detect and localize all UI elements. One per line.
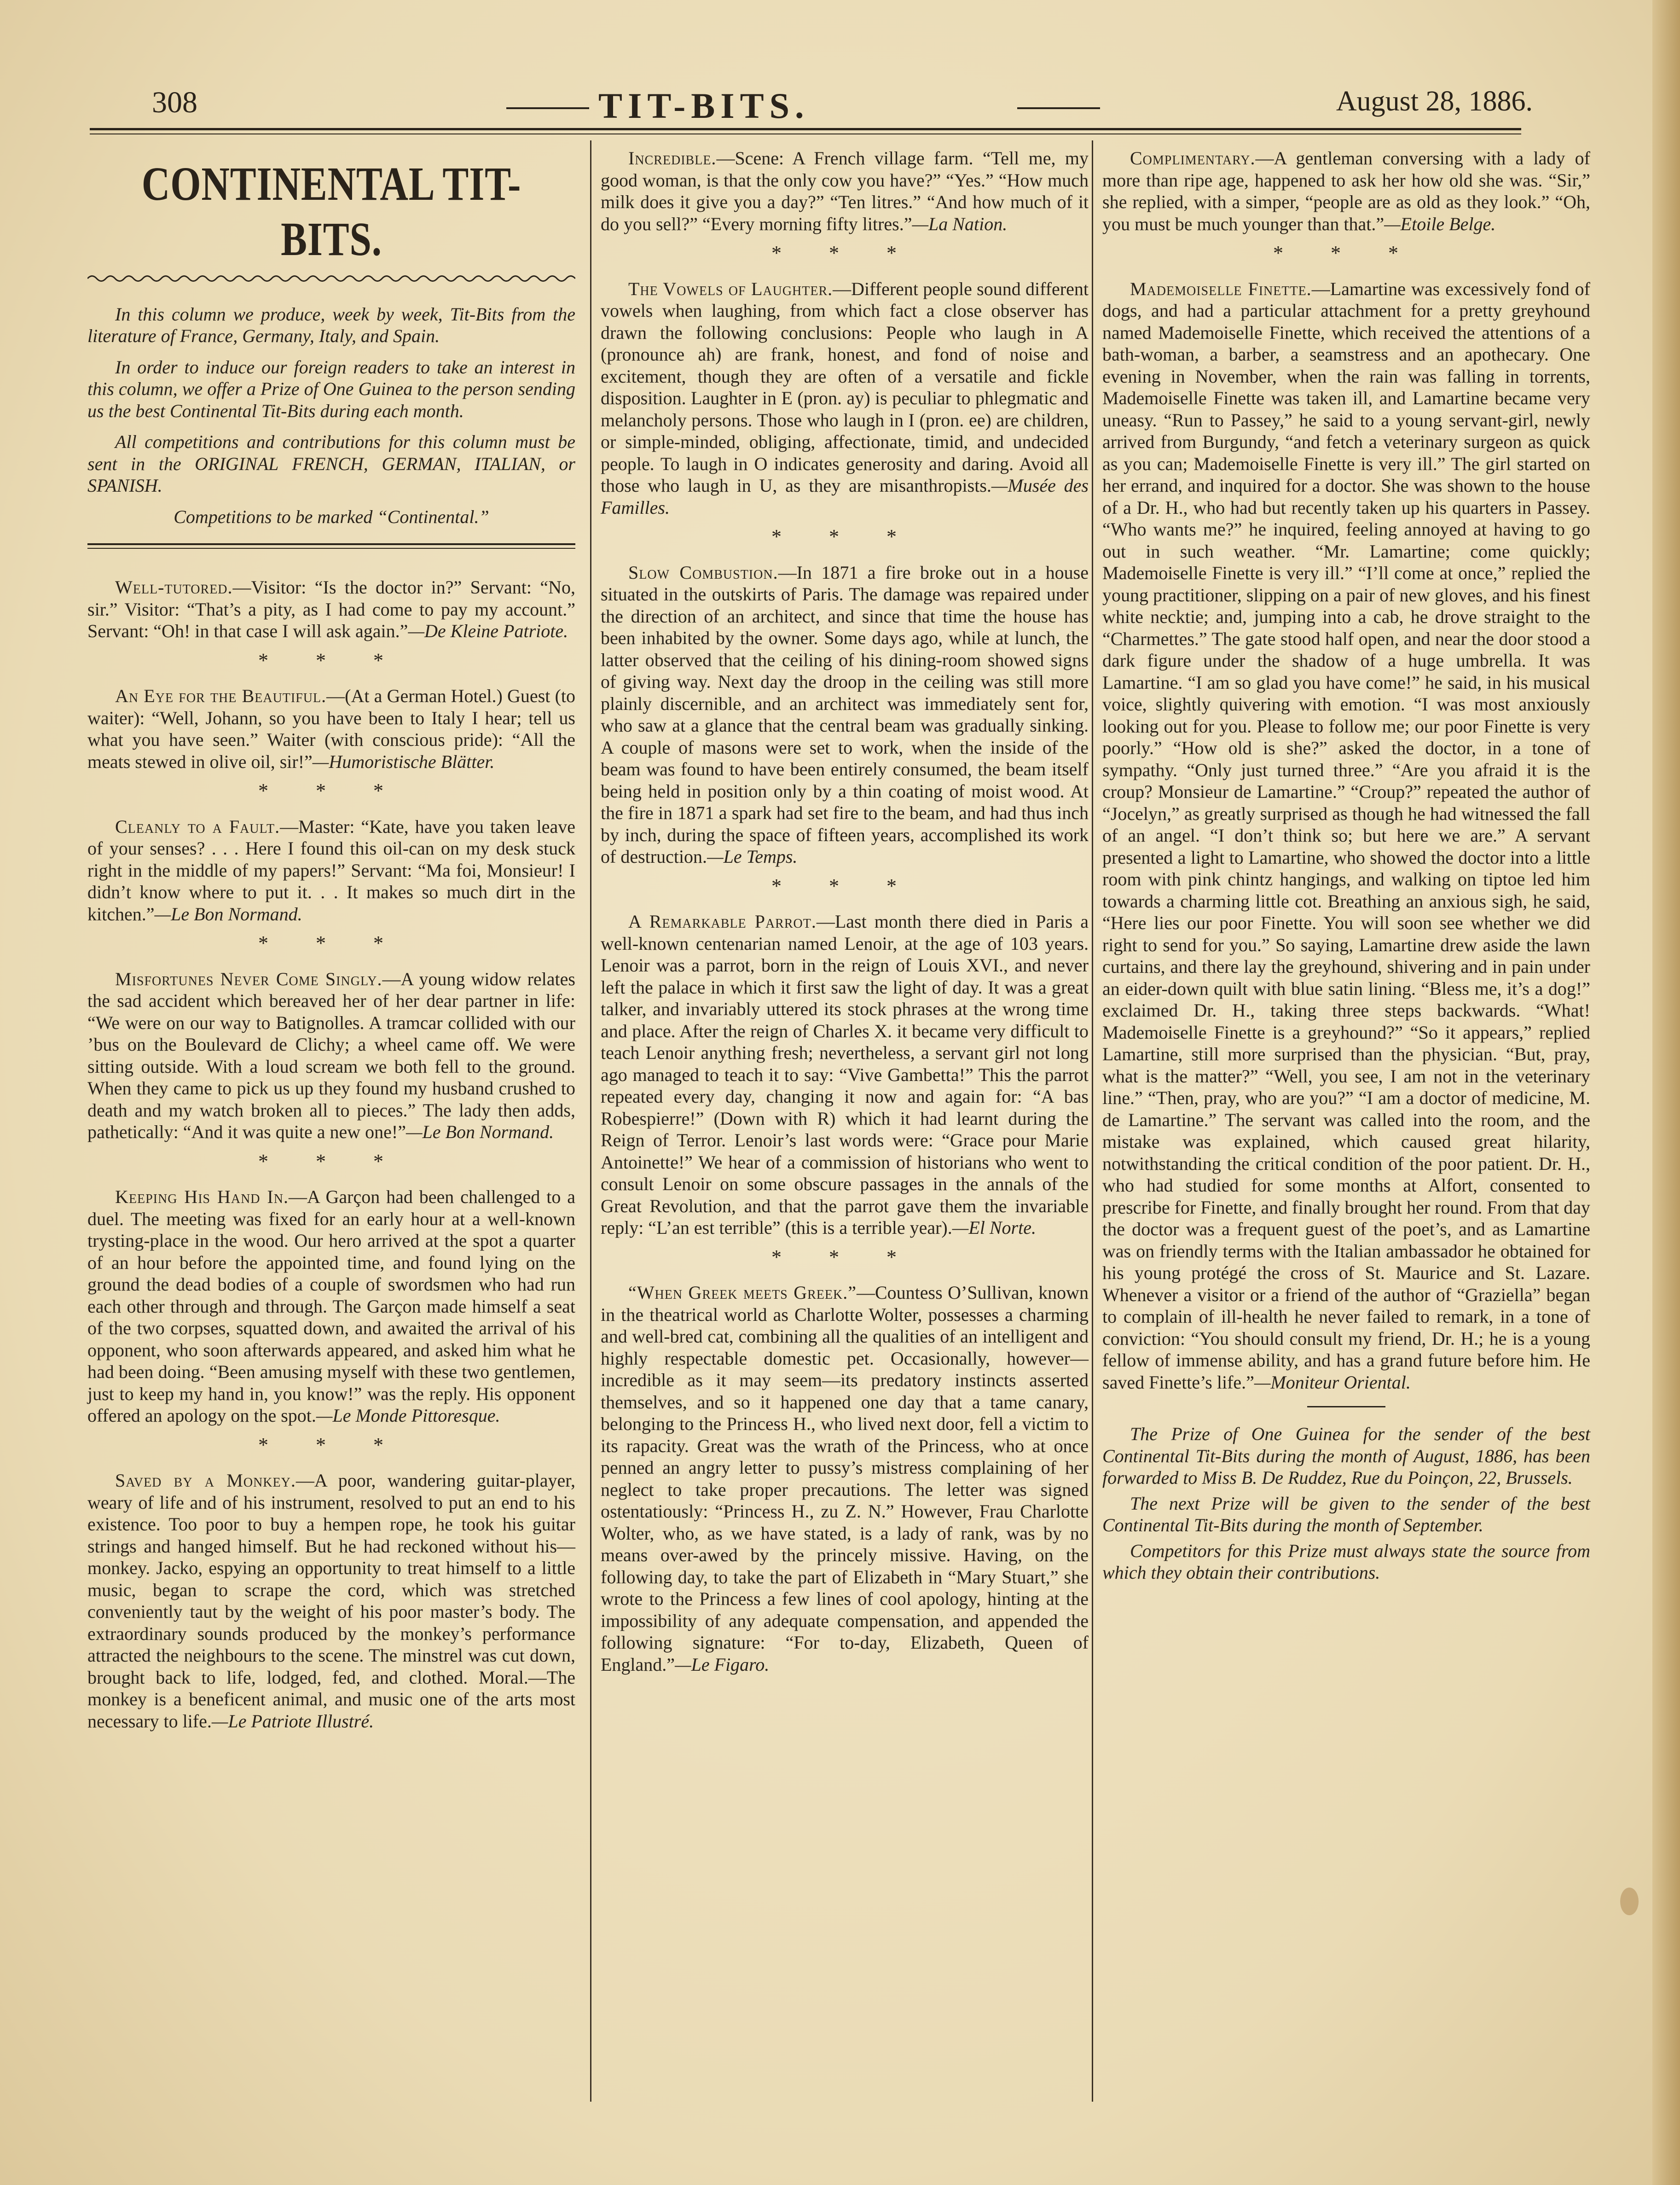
article-headline: A Remarkable Parrot.: [628, 911, 817, 932]
intro-paragraph: In this column we produce, week by week, Tit-Bits from the literature of France, Germany, Italy, and Spain.: [87, 303, 575, 346]
article-body: —A poor, wandering guitar-player, weary of life and of his instrument, resolved to put an end to his existence. Too poor to buy a hempen rope, he took his guitar strings and hanged himself. But he had reckoned without his—monkey. Jacko, espying an opportunity to treat himself to a little music, began to scrape the cord, which was stretched conveniently taut by the weight of his poor master’s body. The extraordinary sounds produced by the monkey’s performance attracted the neighbours to the scene. The minstrel was cut down, brought back to life, lodged, fed, and clothed. Moral.—The monkey is a beneficent animal, and music one of the arts most necessary to life.: [87, 1470, 575, 1732]
article: [87, 685, 575, 773]
notice-paragraph: The Prize of One Guinea for the sender of the best Continental Tit-Bits during the month of August, 1886, has been forwarded to Miss B. De Ruddez, Rue du Poinçon, 22, Brussels.: [1102, 1424, 1590, 1488]
section-title: CONTINENTAL TIT-BITS.: [141, 157, 521, 266]
article-body: —Master: “Kate, have you taken leave of your senses? . . . Here I found this oil-can on my desk stuck right in the middle of my papers!” Servant: “Ma foi, Monsieur! I didn’t know where to put it. . . It makes so much dirt in the kitchen.”: [87, 816, 576, 924]
article-headline: Cleanly to a Fault.: [115, 816, 280, 837]
article-headline: Slow Combustion.: [628, 562, 778, 583]
article-separator: * * *: [258, 779, 405, 802]
notice-paragraph: Competitors for this Prize must always state the source from which they obtain their contributions.: [1102, 1540, 1590, 1583]
column-3: [1102, 147, 1590, 1587]
article-separator: * * *: [771, 1245, 918, 1268]
article: [87, 968, 575, 1143]
article: [1102, 147, 1590, 235]
article-source: —Humoristische Blätter.: [312, 751, 495, 772]
article: [601, 911, 1089, 1239]
article-body: —Scene: A French village farm. “Tell me, my good woman, is that the only cow you have?” “Yes.” “How much milk does it give you a day?” “Ten litres.” “And how much of it do you sell?” “Every morning fifty litres.”: [601, 148, 1089, 234]
wavy-rule: [87, 273, 575, 284]
notice-paragraph: The next Prize will be given to the sender of the best Continental Tit-Bits during the month of September.: [1102, 1493, 1590, 1535]
article-separator: * * *: [771, 874, 918, 897]
article: [601, 278, 1089, 519]
article-headline: Keeping His Hand In.: [115, 1186, 289, 1207]
article-headline: “When Greek meets Greek.”: [628, 1282, 857, 1303]
article-source: —De Kleine Patriote.: [408, 621, 568, 641]
article-source: —Le Bon Normand.: [406, 1122, 554, 1142]
article-source: —Le Bon Normand.: [154, 903, 302, 924]
prize-notice: [1102, 1423, 1590, 1584]
competition-note: Competitions to be marked “Continental.”: [174, 506, 489, 527]
paper-stain: [1620, 1888, 1639, 1915]
article-source: —Musée des Familles.: [601, 475, 1089, 518]
article-body: —Last month there died in Paris a well-known centenarian named Lenoir, at the age of 103 years. Lenoir was a parrot, born in the reign of Louis XVI., and never left the palace in which it first saw the light of day. It was a great talker, and invariably uttered its stock phrases at the wrong time and place. After the reign of Charles X. it became very difficult to teach Lenoir anything fresh; nevertheless, a servant girl not long ago managed to teach it to say: “Vive Gambetta!” This the parrot repeated every day, changing it now and again for: “A bas Robespierre!” (Down with R) which it had learnt during the Reign of Terror. Lenoir’s last words were: “Grace pour Marie Antoinette!” We hear of a commission of historians who went to consult Lenoir on some obscure passages in the annals of the Great Revolution, and that the parrot gave them the invariable reply: “L’an est terrible” (this is a terrible year).: [601, 911, 1089, 1238]
section-intro: [87, 303, 575, 528]
title-rule-right: [1017, 107, 1100, 109]
intro-paragraph: In order to induce our foreign readers to take an interest in this column, we offer a Prize of One Guinea to the person sending us the best Continental Tit-Bits during each month.: [87, 356, 575, 421]
page-number: 308: [152, 86, 197, 119]
article-separator: * * *: [771, 525, 918, 548]
article-headline: Complimentary.: [1130, 148, 1256, 169]
article-body: —Different people sound different vowels when laughing, from which fact a close observer has drawn the following conclusions: People who laugh in A (pronounce ah) are frank, honest, and fond of noise and excitement, though they are often of a versatile and fickle disposition. Laughter in E (pron. ay) is peculiar to phlegmatic and melancholy persons. Those who laugh in I (pron. ee) are children, or simple-minded, obliging, affectionate, timid, and undecided people. To laugh in O indicates generosity and daring. Avoid all those who laugh in U, as they are misanthropists.: [601, 278, 1089, 496]
article-source: —Le Figaro.: [675, 1654, 770, 1675]
title-rule-left: [506, 107, 589, 109]
intro-paragraph: All competitions and contributions for this column must be sent in the ORIGINAL FRENCH, GERMAN, ITALIAN, or SPANISH.: [87, 431, 575, 496]
article-headline: Mademoiselle Finette.: [1130, 278, 1312, 299]
article: [601, 1282, 1089, 1675]
notice-rule: [1307, 1406, 1385, 1407]
article-separator: * * *: [258, 932, 405, 954]
article-headline: An Eye for the Beautiful.: [115, 686, 327, 706]
article-separator: * * *: [258, 1150, 405, 1173]
column-2: [601, 147, 1089, 1675]
article-body: —A young widow relates the sad accident which bereaved her of her dear partner in life: “We were on our way to Batignolles. A tramcar collided with our ’bus on the Boulevard de Clichy; a wheel came off. We were sitting outside. With a loud scream we both fell to the ground. When they came to pick us up they found my husband crushed to death and my watch broken all to pieces.” The lady then adds, pathetically: “And it was quite a new one!”: [87, 968, 575, 1142]
article-source: —El Norte.: [952, 1217, 1036, 1238]
article-body: —A gentleman conversing with a lady of more than ripe age, happened to ask her how old she was. “Sir,” she replied, with a simper, “people are as old as they look.” “Oh, you must be much younger than that.”: [1102, 148, 1590, 234]
article-body: —A Garçon had been challenged to a duel. The meeting was fixed for an early hour at a well-known trysting-place in the wood. Our hero arrived at the spot a quarter of an hour before the appointed time, and found lying on the ground the dead bodies of a couple of swordsmen who had run each other through and through. The Garçon made himself a seat of the two corpses, squatted down, and awaited the arrival of his opponent, who soon afterwards appeared, and asked him what he had been doing. “Been amusing myself with these two gentlemen, just to keep my hand in, you know!” was the reply. His opponent offered an apology on the spot.: [87, 1186, 575, 1426]
section-divider: [87, 543, 575, 549]
article-source: —Le Patriote Illustré.: [211, 1710, 374, 1732]
article-body: —(At a German Hotel.) Guest (to waiter): “Well, Johann, so you have been to Italy I hear; tell us what you have seen.” Waiter (with conscious pride): “All the meats stewed in olive oil, sir!”: [87, 686, 576, 772]
column-1: [87, 147, 575, 1732]
article: [87, 1186, 575, 1427]
column-rule-1: [590, 140, 591, 2102]
column-rule-2: [1092, 140, 1093, 2102]
article-headline: Incredible.: [628, 148, 717, 169]
article: [87, 816, 575, 925]
issue-date: August 28, 1886.: [1336, 86, 1533, 117]
header-rule: [90, 128, 1521, 130]
article-separator: * * *: [258, 1433, 405, 1456]
article-body: —Visitor: “Is the doctor in?” Servant: “No, sir.” Visitor: “That’s a pity, as I had come to pay my account.” Servant: “Oh! in that case I will ask again.”: [87, 577, 575, 641]
article-separator: * * *: [1273, 242, 1419, 264]
article: [87, 1470, 575, 1732]
article-headline: The Vowels of Laughter.: [628, 278, 833, 299]
article-body: —Countess O’Sullivan, known in the theatrical world as Charlotte Wolter, possesses a charming and well-bred cat, combining all the qualities of an intelligent and highly respectable domestic pet. Occasionally, however—incredible as it may seem—its predatory instincts asserted themselves, and so it happened one day that a tame canary, belonging to the Princess H., who lived next door, fell a victim to its rapacity. Great was the wrath of the Princess, who at once penned an angry letter to pussy’s mistress complaining of her neglect to take proper precautions. The letter was signed ostentatiously: “Princess H., zu Z. N.” However, Frau Charlotte Wolter, who, as we have stated, is a lady of rank, was by no means over-awed by the princely missive. Having, on the following day, to take the part of Elizabeth in “Mary Stuart,” she wrote to the Princess a few lines of cool apology, hinting at the impossibility of any adequate compensation, and appended the following signature: “For to-day, Elizabeth, Queen of England.”: [601, 1282, 1089, 1675]
article: [601, 147, 1089, 235]
article-source: —La Nation.: [912, 213, 1008, 234]
article-source: —Etoile Belge.: [1384, 213, 1496, 234]
article-source: —Le Monde Pittoresque.: [316, 1405, 500, 1426]
paper-title: TIT-BITS.: [598, 86, 810, 126]
article: [601, 562, 1089, 868]
article-body: —In 1871 a fire broke out in a house situated in the outskirts of Paris. The damage was repaired under the direction of an architect, and since that time the house has been inhabited by the owner. Some days ago, while at lunch, the latter observed that the ceiling of his dining-room showed signs of giving way. Next day the droop in the ceiling was still more plainly discernible, and an architect was immediately sent for, who saw at a glance that the central beam was gradually sinking. A couple of masons were set to work, when the inside of the beam was found to have been entirely consumed, the beam itself being held in position only by a thin coating of moist wood. At the fire in 1871 a spark had set fire to the beam, and had thus inch by inch, during the space of fifteen years, accomplished its work of destruction.: [601, 562, 1089, 867]
article-source: —Le Temps.: [707, 846, 798, 867]
page-binding-edge: [1652, 0, 1680, 2185]
article-headline: Saved by a Monkey.: [115, 1470, 296, 1491]
article-separator: * * *: [771, 242, 918, 264]
article-headline: Misfortunes Never Come Singly.: [115, 968, 382, 989]
article: [87, 576, 575, 642]
article: [1102, 278, 1590, 1394]
article-source: —Moniteur Oriental.: [1254, 1371, 1411, 1393]
article-body: —Lamartine was excessively fond of dogs, and had a particular attachment for a pretty greyhound named Mademoiselle Finette, which received the attentions of a bath-woman, a barber, a seamstress and an apothecary. One evening in November, when the rain was falling in torrents, Mademoiselle Finette was taken ill, and Lamartine became very uneasy. “Run to Passey,” he said to a young servant-girl, newly arrived from Burgundy, “and fetch a veterinary surgeon as quick as you can; Mademoiselle Finette is very ill.” The girl started on her errand, and inquired for a doctor. She was shown to the house of a Dr. H., who had but recently taken up his quarters in Passey. “Who wants me?” he inquired, feeling annoyed at having to go out in such weather. “Mr. Lamartine; come quickly; Mademoiselle Finette is very ill.” “I’ll come at once,” replied the young practitioner, slipping on a pair of new gloves, and his finest white necktie; and, jumping into a cab, he drove straight to the “Charmettes.” The gate stood half open, and near the door stood a dark figure under the shadow of a huge umbrella. It was Lamartine. “I am so glad you have come!” he said, in his musical voice, slightly quivering with emotion. “I was most anxiously looking out for you. Please to follow me; our poor Finette is very poorly.” “How old is she?” asked the doctor, in a tone of sympathy. “Only just turned three.” “Are you afraid it is the croup? Monsieur de Lamartine.” “Croup?” repeated the author of “Jocelyn,” as greatly surprised as though he had witnessed the fall of an angel. “I don’t think so; but here we are.” A servant presented a light to Lamartine, who showed the doctor into a little room with pink chintz hangings, and walking on tiptoe led him towards a charming little cot. Breathing an anxious sigh, he said, “Here lies our poor Finette. You will soon see whether we did right to send for you.” So saying, Lamartine drew aside the lawn curtains, and there lay the greyhound, shivering and in pain under an eider-down quilt with blue satin lining. “Bless me, it’s a dog!” exclaimed Dr. H., taking three steps backwards. “What! Mademoiselle Finette is a greyhound?” “So it appears,” replied Lamartine, still more surprised than the physician. “But, pray, what is the matter?” “Well, you see, I am not in the veterinary line.” “Then, pray, who are you?” “I am a doctor of medicine, M. de Lamartine.” The servant was called into the room, and the mistake was explained, which caused great hilarity, notwithstanding the critical condition of the poor patient. Dr. H., who had studied for some months at Alfort, consented to prescribe for Finette, and finally brought her round. From that day the doctor was a frequent guest of the poet’s, and as Lamartine was on friendly terms with the Italian ambassador he obtained for his young protégé the cross of St. Maurice and St. Lazare. Whenever a visitor or a friend of the author of “Graziella” began to complain of ill-health he never failed to remark, in a tone of conviction: “You should consult my friend, Dr. H.; he is a young fellow of immense ability, and has a grand future before him. He saved Finette’s life.”: [1102, 278, 1591, 1393]
article-headline: Well-tutored.: [115, 577, 233, 598]
article-separator: * * *: [258, 649, 405, 672]
